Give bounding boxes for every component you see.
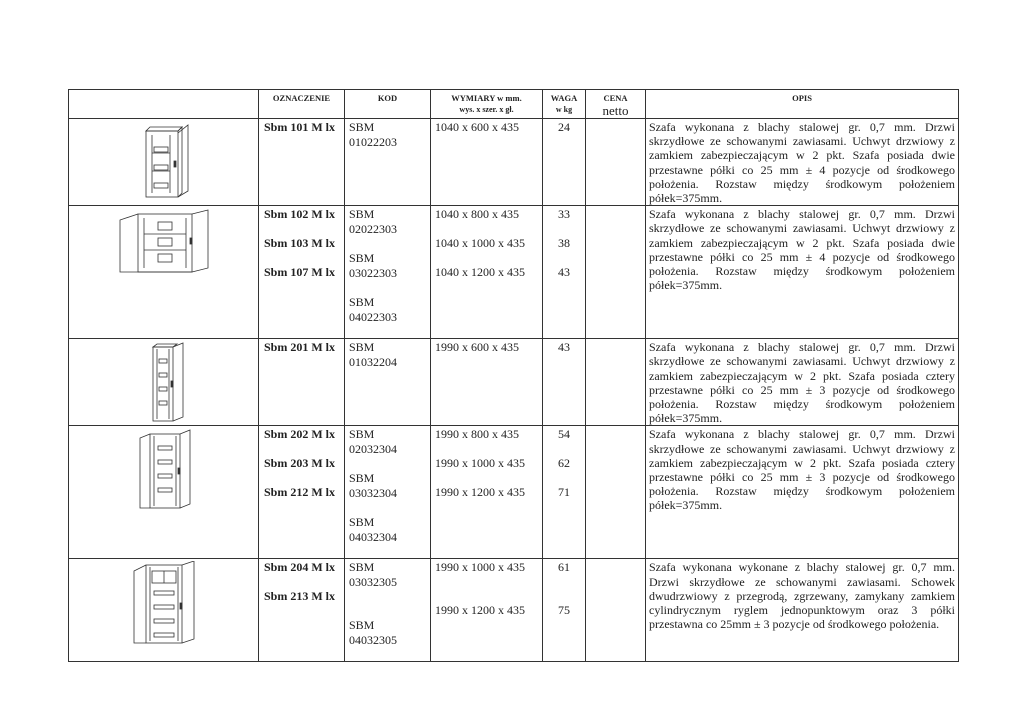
product-image-cell — [69, 206, 259, 339]
wymiary-cell — [431, 559, 543, 662]
wymiary-value: 1990 x 800 x 435 — [435, 427, 519, 442]
header-oznaczenie: OZNACZENIE — [259, 90, 345, 119]
wymiary-cell — [431, 426, 543, 559]
oznaczenie-cell — [259, 206, 345, 339]
kod-value: 03022303 — [349, 266, 397, 281]
cena-cell — [586, 206, 646, 339]
waga-cell — [543, 339, 586, 426]
waga-value: 71 — [558, 485, 570, 500]
kod-value: 04032305 — [349, 633, 397, 648]
product-image-cell — [69, 119, 259, 206]
kod-cell — [345, 559, 431, 662]
product-image-cell — [69, 559, 259, 662]
kod-value: 03032305 — [349, 575, 397, 590]
table-row — [69, 426, 959, 559]
kod-value: SBM — [349, 207, 375, 222]
header-waga — [543, 90, 586, 119]
cena-cell — [586, 426, 646, 559]
waga-value: 33 — [558, 207, 570, 222]
kod-value: SBM — [349, 251, 375, 266]
wymiary-value: 1040 x 1000 x 435 — [435, 236, 525, 251]
cena-cell — [586, 559, 646, 662]
kod-value: SBM — [349, 120, 375, 134]
kod-cell — [345, 206, 431, 339]
kod-value: SBM — [349, 340, 375, 355]
kod-value: SBM — [349, 471, 375, 486]
kod-cell — [345, 339, 431, 426]
kod-value: SBM — [349, 560, 375, 575]
waga-value: 61 — [558, 560, 570, 575]
oznaczenie-value: Sbm 204 M lx — [264, 560, 336, 575]
header-wymiary — [431, 90, 543, 119]
header-cena — [586, 90, 646, 119]
kod-value: SBM — [349, 427, 375, 442]
low-double-door-cabinet-icon — [116, 208, 212, 278]
waga-value: 62 — [558, 456, 570, 471]
header-cena-label: CENA — [603, 93, 628, 103]
product-image-cell — [69, 426, 259, 559]
low-single-door-cabinet-icon — [134, 121, 194, 201]
kod-value: SBM — [349, 295, 375, 310]
wymiary-value: 1040 x 1200 x 435 — [435, 265, 525, 280]
opis-cell: Szafa wykonana z blachy stalowej gr. 0,7 mm. Drzwi skrzydłowe ze schowanymi zawiasami. Uchwyt drzwiowy z zamkiem zabezpieczającym w 2 pkt. Szafa posiada cztery przestawne półki co 25 mm ± 3 pozycje od środkowego położenia. Rozstaw między środkowym położeniem półek=375mm. — [646, 426, 959, 559]
oznaczenie-cell — [259, 339, 345, 426]
header-kod: KOD — [345, 90, 431, 119]
wymiary-value: 1990 x 1200 x 435 — [435, 603, 525, 618]
waga-cell — [543, 426, 586, 559]
wymiary-value: 1990 x 1000 x 435 — [435, 560, 525, 575]
oznaczenie-value: Sbm 102 M lx — [264, 207, 336, 222]
table-row — [69, 559, 959, 662]
kod-value: 03032304 — [349, 486, 397, 501]
header-cena-sub: netto — [602, 103, 629, 118]
wymiary-value: 1040 x 800 x 435 — [435, 207, 519, 222]
oznaczenie-value: Sbm 103 M lx — [264, 236, 336, 251]
waga-cell — [543, 119, 586, 206]
kod-cell — [345, 119, 431, 206]
oznaczenie-value: Sbm 213 M lx — [264, 589, 336, 604]
kod-value: SBM — [349, 618, 375, 633]
oznaczenie-cell — [259, 426, 345, 559]
wymiary-value: 1990 x 1200 x 435 — [435, 485, 525, 500]
product-image-cell — [69, 339, 259, 426]
oznaczenie-cell — [259, 119, 345, 206]
catalog-table — [68, 89, 959, 662]
oznaczenie-cell — [259, 559, 345, 662]
header-image — [69, 90, 259, 119]
header-wymiary-label: WYMIARY w mm. — [451, 93, 522, 103]
kod-value: 01022203 — [349, 135, 397, 149]
table-row — [69, 119, 959, 206]
header-waga-sub: w kg — [555, 105, 573, 114]
oznaczenie-value: Sbm 203 M lx — [264, 456, 336, 471]
header-waga-label: WAGA — [550, 93, 578, 103]
oznaczenie-value: Sbm 202 M lx — [264, 427, 336, 442]
kod-value: 02032304 — [349, 442, 397, 457]
kod-value: 02022303 — [349, 222, 397, 237]
waga-value: 38 — [558, 236, 570, 251]
kod-value: 04022303 — [349, 310, 397, 325]
waga-value: 43 — [558, 265, 570, 280]
tall-double-door-cabinet-icon — [132, 428, 196, 512]
kod-value: 01032204 — [349, 355, 397, 370]
kod-value: 04032304 — [349, 530, 397, 545]
oznaczenie-value: Sbm 212 M lx — [264, 485, 336, 500]
kod-cell — [345, 426, 431, 559]
wymiary-value: 1990 x 1000 x 435 — [435, 456, 525, 471]
opis-cell: Szafa wykonana wykonane z blachy stalowej gr. 0,7 mm. Drzwi skrzydłowe ze schowanymi zawiasami. Schowek dwudrzwiowy z przegrodą, zgrzewany, zamykany zamkiem cylindrycznym ryglem jednopunktowym oraz 3 półki przestawna co 25mm ± 3 pozycje od środkowego położenia. — [646, 559, 959, 662]
waga-cell — [543, 206, 586, 339]
cena-cell — [586, 119, 646, 206]
wymiary-value: 1990 x 600 x 435 — [435, 340, 519, 355]
waga-value: 43 — [558, 340, 570, 355]
waga-value: 24 — [558, 120, 570, 134]
wymiary-cell — [431, 339, 543, 426]
oznaczenie-value: Sbm 201 M lx — [264, 340, 336, 355]
wymiary-value: 1040 x 600 x 435 — [435, 120, 519, 134]
header-row — [69, 90, 959, 119]
oznaczenie-value: Sbm 107 M lx — [264, 265, 336, 280]
wymiary-cell — [431, 206, 543, 339]
waga-cell — [543, 559, 586, 662]
table-row — [69, 206, 959, 339]
cena-cell — [586, 339, 646, 426]
opis-cell: Szafa wykonana z blachy stalowej gr. 0,7 mm. Drzwi skrzydłowe ze schowanymi zawiasami. Uchwyt drzwiowy z zamkiem zabezpieczającym w 2 pkt. Szafa posiada dwie przestawne półki co 25 mm ± 4 pozycje od środkowego położenia. Rozstaw między środkowym położeniem półek=375mm. — [646, 119, 959, 206]
wymiary-cell — [431, 119, 543, 206]
waga-value: 75 — [558, 603, 570, 618]
waga-value: 54 — [558, 427, 570, 442]
tall-single-door-cabinet-icon — [139, 341, 189, 423]
header-wymiary-sub: wys. x szer. x gł. — [459, 105, 514, 114]
opis-cell: Szafa wykonana z blachy stalowej gr. 0,7 mm. Drzwi skrzydłowe ze schowanymi zawiasami. Uchwyt drzwiowy z zamkiem zabezpieczającym w 2 pkt. Szafa posiada cztery przestawne półki co 25 mm ± 3 pozycje od środkowego położenia. Rozstaw między środkowym położeniem półek=375mm. — [646, 339, 959, 426]
header-opis: OPIS — [646, 90, 959, 119]
table-row — [69, 339, 959, 426]
oznaczenie-value: Sbm 101 M lx — [264, 120, 336, 134]
opis-cell: Szafa wykonana z blachy stalowej gr. 0,7 mm. Drzwi skrzydłowe ze schowanymi zawiasami. Uchwyt drzwiowy z zamkiem zabezpieczającym w 2 pkt. Szafa posiada dwie przestawne półki co 25 mm ± 4 pozycje od środkowego położenia. Rozstaw między środkowym położeniem półek=375mm. — [646, 206, 959, 339]
kod-value: SBM — [349, 515, 375, 530]
tall-cabinet-with-locker-icon — [124, 561, 204, 647]
